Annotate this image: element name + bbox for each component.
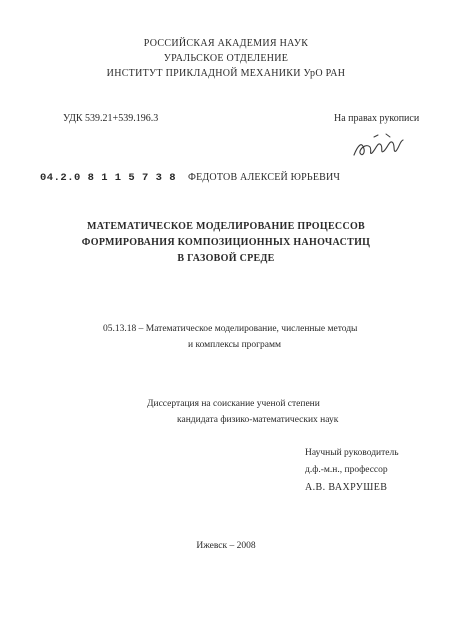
degree-line: Диссертация на соискание ученой степени [147, 399, 320, 409]
advisor-role: Научный руководитель [305, 448, 399, 458]
author-name: ФЕДОТОВ АЛЕКСЕЙ ЮРЬЕВИЧ [188, 172, 341, 183]
title-line: МАТЕМАТИЧЕСКОЕ МОДЕЛИРОВАНИЕ ПРОЦЕССОВ [86, 221, 366, 232]
specialty-line: и комплексы программ [188, 340, 282, 350]
degree-line: кандидата физико-математических наук [177, 415, 339, 425]
advisor-name: А.В. ВАХРУШЕВ [305, 482, 388, 493]
city-year: Ижевск – 2008 [196, 541, 256, 551]
scientific-advisor [305, 445, 399, 496]
title-line: В ГАЗОВОЙ СРЕДЕ [177, 253, 275, 264]
title-line: ФОРМИРОВАНИЯ КОМПОЗИЦИОННЫХ НАНОЧАСТИЦ [81, 237, 371, 248]
specialty-line: 05.13.18 – Математическое моделирование, численные методы [103, 324, 358, 334]
degree-statement [147, 396, 338, 428]
header-line-branch: УРАЛЬСКОЕ ОТДЕЛЕНИЕ [163, 53, 289, 64]
inventory-number: 04.2.0 8 1 1 5 7 3 8 [40, 172, 177, 184]
advisor-degree: д.ф.-м.н., профессор [305, 465, 388, 475]
manuscript-note: На правах рукописи [334, 113, 420, 124]
header-line-academy: РОССИЙСКАЯ АКАДЕМИЯ НАУК [143, 38, 309, 49]
institution-header [0, 36, 452, 81]
specialty [103, 321, 357, 353]
header-line-institute: ИНСТИТУТ ПРИКЛАДНОЙ МЕХАНИКИ УрО РАН [106, 68, 346, 79]
dissertation-title [0, 219, 452, 267]
handwritten-signature [350, 131, 410, 163]
udk-code: УДК 539.21+539.196.3 [63, 113, 159, 124]
